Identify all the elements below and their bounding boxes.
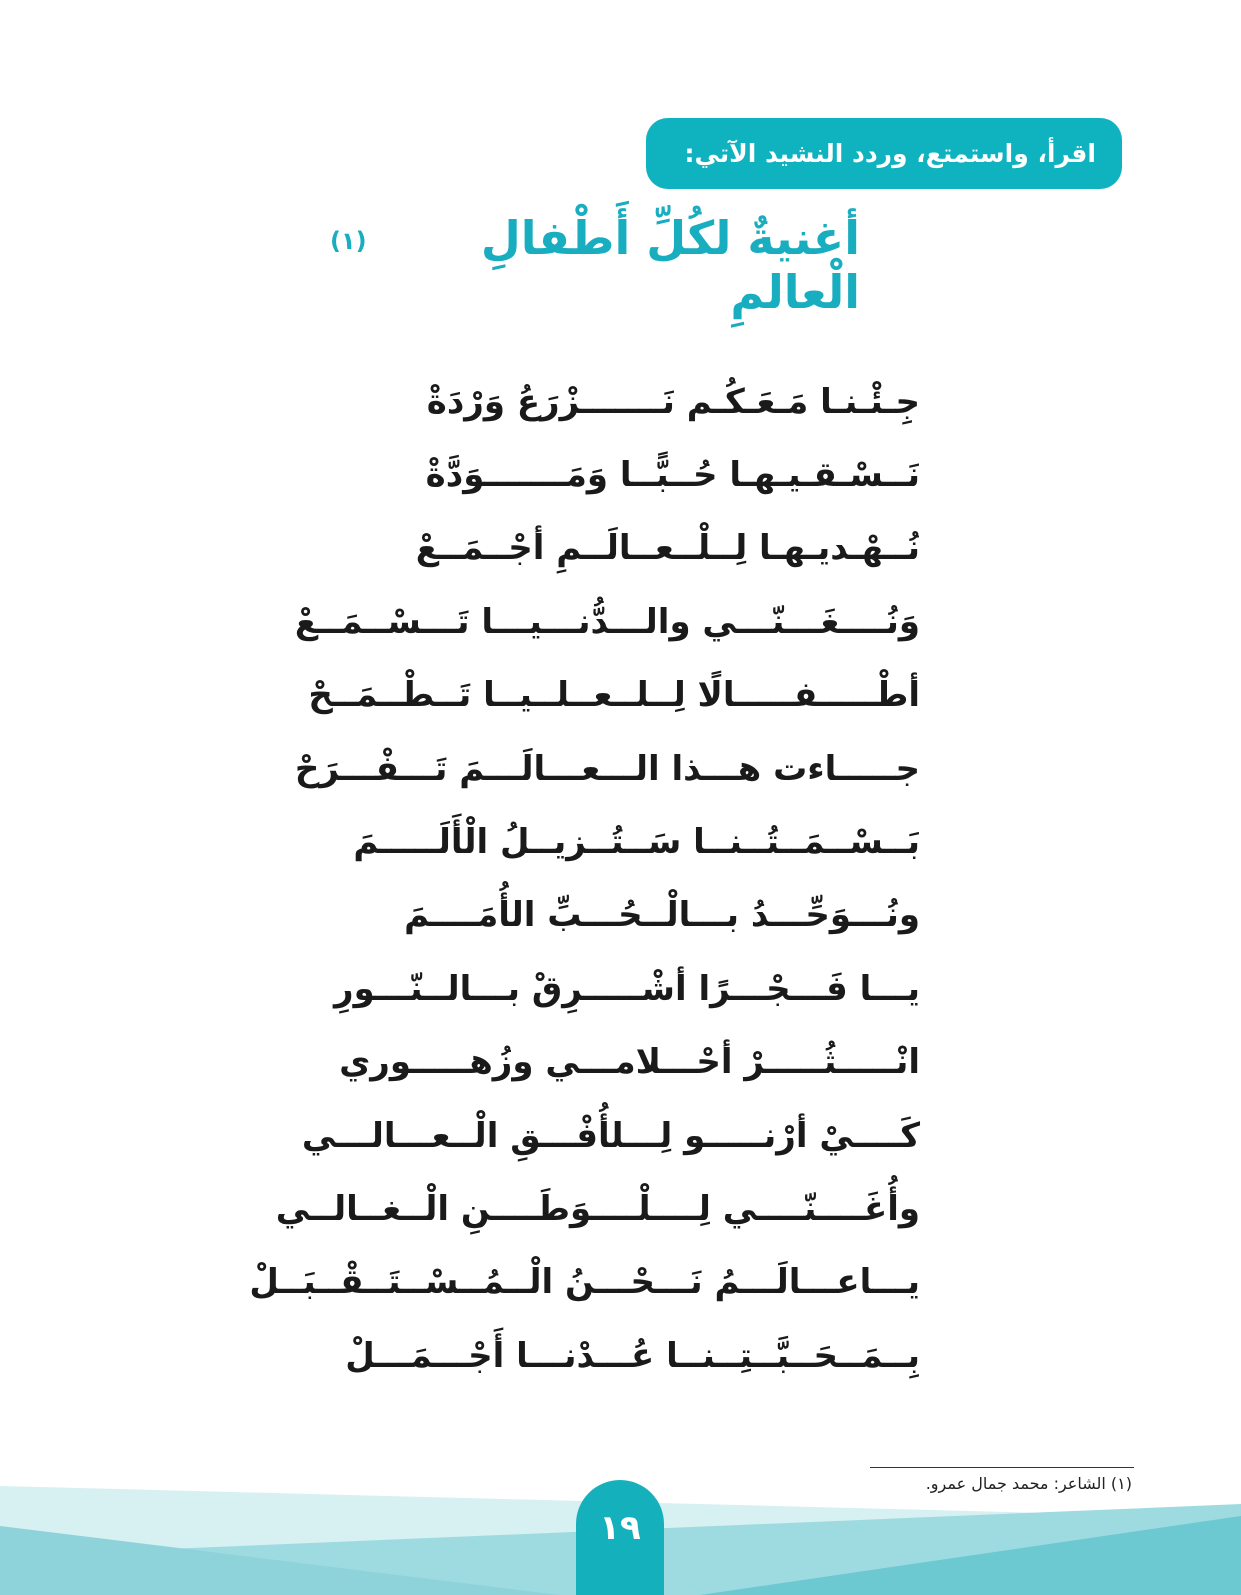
poem-line: نُــهْـديـهـا لِــلْــعــالَــمِ أجْــمَــعْ: [415, 528, 920, 569]
poem-line: يـــا فَـــجْـــرًا أشْـــــرِقْ بـــالــنّـــورِ: [334, 968, 920, 1009]
poem-line: جِـئْـنـا مَـعَـكُـم نَـــــــزْرَعُ وَرْدَةْ: [426, 381, 920, 422]
footnote-divider: [870, 1467, 1134, 1468]
poem-line: وَنُــــغَـــنّـــي والـــدُّنـــيـــا تَـــسْــمَــعْ: [294, 601, 920, 642]
poem-line: انْـــــثُـــــرْ أحْـــلامـــي وزُهـــــوري: [339, 1042, 920, 1083]
poem-line: بَــسْــمَــتُــنــا سَــتُــزيــلُ الْأَلَـــــمَ: [353, 822, 920, 863]
instruction-banner: [646, 118, 1122, 189]
poem-line: نَــسْـقـيـهـا حُــبًّــا وَمَـــــــوَدَّةْ: [425, 455, 920, 496]
poem-line: جـــــاءت هـــذا الـــعـــالَـــمَ تَـــفْـــرَحْ: [294, 748, 920, 789]
poem-line: يـــاعـــالَـــمُ نَـــحْـــنُ الْــمُــسْــتَــقْــبَــلْ: [249, 1262, 920, 1303]
page-number-tab: [576, 1480, 664, 1595]
poem-title: [330, 211, 860, 319]
poem-line: أطْـــــفـــــالًا لِــلــعــلــيــا تَــطْــمَــحْ: [308, 675, 920, 716]
title-footnote-marker: (١): [330, 227, 367, 255]
instruction-text: اقرأ، واستمتع، وردد النشيد الآتي:: [684, 139, 1096, 168]
poem-body: [249, 365, 920, 1392]
poem-title-text: أغنيةٌ لكُلِّ أَطْفالِ الْعالمِ: [480, 211, 860, 319]
poem-line: وأُغَــــنّــــي لِــــلْــــوَطَــــنِ الْــغــالــي: [275, 1188, 920, 1229]
poem-line: بِــمَــحَــبَّــتِــنــا عُـــدْنـــا أَجْـــمَـــلْ: [345, 1335, 920, 1376]
poem-line: كَــــيْ أرْنـــــو لِـــلأُفْـــقِ الْــعـــالـــي: [301, 1115, 920, 1156]
page-number: ١٩: [599, 1508, 641, 1548]
poem-line: ونُـــوَحِّـــدُ بـــالْــحُـــبِّ الأُمَــــمَ: [404, 895, 920, 936]
footnote: (١) الشاعر: محمد جمال عمرو.: [925, 1474, 1132, 1493]
